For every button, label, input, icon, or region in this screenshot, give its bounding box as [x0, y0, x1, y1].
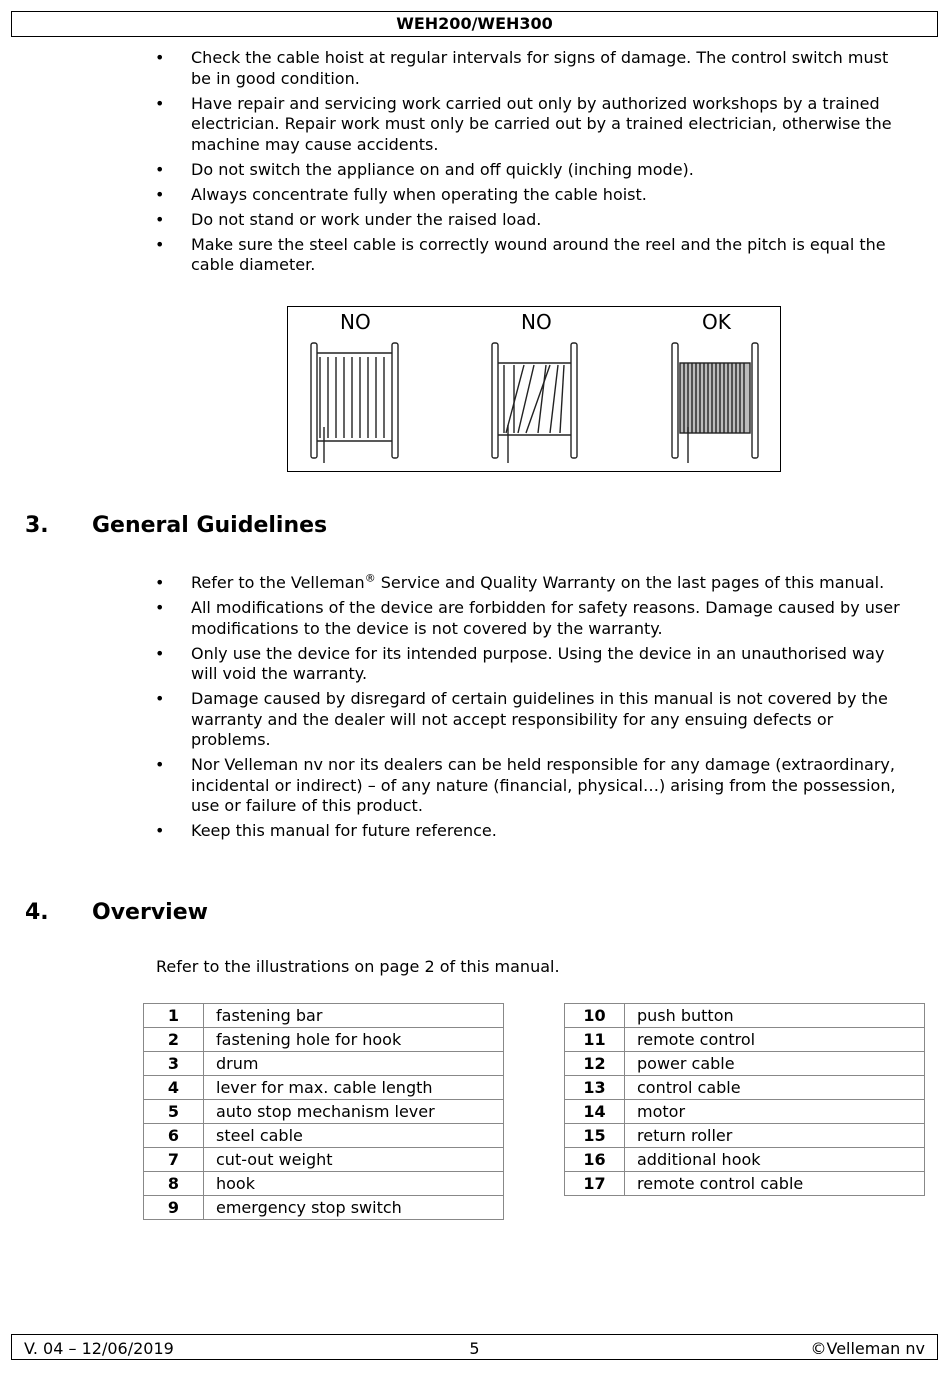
part-number: 17	[565, 1172, 625, 1196]
cable-winding-figure	[287, 306, 781, 472]
reel-spaced-icon	[311, 343, 398, 463]
part-description: lever for max. cable length	[204, 1076, 504, 1100]
bullet-icon: •	[155, 48, 165, 67]
part-description: steel cable	[204, 1124, 504, 1148]
bullet-icon: •	[155, 821, 165, 840]
part-number: 5	[144, 1100, 204, 1124]
part-description: push button	[625, 1004, 925, 1028]
part-number: 13	[565, 1076, 625, 1100]
list-item: • Damage caused by disregard of certain guidelines in this manual is not covered by the warranty and the dealer will not accept responsibility for any ensuing defects or problems.	[155, 689, 888, 749]
bullet-icon: •	[155, 755, 165, 774]
table-row	[144, 1100, 504, 1124]
list-item: • Do not stand or work under the raised load.	[155, 209, 542, 229]
list-item: • Refer to the Velleman® Service and Quality Warranty on the last pages of this manual.	[155, 571, 885, 592]
part-description: cut-out weight	[204, 1148, 504, 1172]
part-description: fastening bar	[204, 1004, 504, 1028]
table-row	[144, 1028, 504, 1052]
part-number: 10	[565, 1004, 625, 1028]
safety-bullet-list	[0, 48, 950, 280]
part-number: 8	[144, 1172, 204, 1196]
table-row	[144, 1172, 504, 1196]
part-number: 11	[565, 1028, 625, 1052]
part-description: drum	[204, 1052, 504, 1076]
list-item: • Have repair and servicing work carried out only by authorized workshops by a trained electrician. Repair work must only be carried out by a trained electrician, otherwise the machine may cause accidents.	[155, 93, 892, 154]
part-number: 12	[565, 1052, 625, 1076]
list-item: • Nor Velleman nv nor its dealers can be held responsible for any damage (extraordinary, incidental or indirect) – of any nature (financial, physical…) arising from the possession, use or failure of this product.	[155, 755, 896, 815]
part-description: control cable	[625, 1076, 925, 1100]
part-description: emergency stop switch	[204, 1196, 504, 1220]
table-row	[144, 1004, 504, 1028]
list-item: • All modifications of the device are forbidden for safety reasons. Damage caused by user modifications to the device is not covered by the warranty.	[155, 598, 900, 638]
part-description: remote control	[625, 1028, 925, 1052]
list-item: • Keep this manual for future reference.	[155, 821, 497, 840]
bullet-icon: •	[155, 234, 165, 254]
parts-table-right	[564, 1003, 925, 1196]
bullet-icon: •	[155, 689, 165, 708]
section-title: General Guidelines	[92, 513, 328, 538]
table-row	[565, 1172, 925, 1196]
section-title: Overview	[92, 900, 208, 925]
bullet-icon: •	[155, 184, 165, 204]
table-row	[144, 1148, 504, 1172]
part-number: 4	[144, 1076, 204, 1100]
part-number: 3	[144, 1052, 204, 1076]
bullet-icon: •	[155, 573, 165, 592]
part-description: remote control cable	[625, 1172, 925, 1196]
part-number: 6	[144, 1124, 204, 1148]
figure-label-ok: OK	[702, 310, 731, 334]
bullet-icon: •	[155, 93, 165, 113]
bullet-icon: •	[155, 598, 165, 617]
part-description: power cable	[625, 1052, 925, 1076]
header-title: WEH200/WEH300	[396, 14, 553, 33]
page-header	[11, 11, 938, 37]
list-item: • Only use the device for its intended purpose. Using the device in an unauthorised way will void the warranty.	[155, 643, 885, 683]
table-row	[565, 1076, 925, 1100]
registered-mark: ®	[364, 571, 376, 585]
section-number: 3.	[25, 513, 49, 538]
part-number: 9	[144, 1196, 204, 1220]
figure-label-no-2: NO	[521, 310, 552, 334]
table-row	[144, 1196, 504, 1220]
table-row	[565, 1124, 925, 1148]
reel-drawings	[288, 307, 782, 473]
footer-copyright: ©Velleman nv	[810, 1339, 925, 1358]
part-description: fastening hole for hook	[204, 1028, 504, 1052]
bullet-icon: •	[155, 209, 165, 229]
part-number: 1	[144, 1004, 204, 1028]
table-row	[144, 1052, 504, 1076]
guidelines-bullet-list	[0, 573, 950, 846]
part-description: return roller	[625, 1124, 925, 1148]
part-description: additional hook	[625, 1148, 925, 1172]
part-description: auto stop mechanism lever	[204, 1100, 504, 1124]
footer-version: V. 04 – 12/06/2019	[24, 1339, 174, 1358]
list-item: • Check the cable hoist at regular intervals for signs of damage. The control switch must be in good condition.	[155, 48, 889, 88]
part-number: 14	[565, 1100, 625, 1124]
part-number: 16	[565, 1148, 625, 1172]
footer-page-number: 5	[469, 1339, 480, 1358]
part-number: 2	[144, 1028, 204, 1052]
table-row	[565, 1148, 925, 1172]
table-row	[565, 1052, 925, 1076]
parts-table-left	[143, 1003, 504, 1220]
table-row	[565, 1004, 925, 1028]
table-row	[565, 1100, 925, 1124]
part-description: hook	[204, 1172, 504, 1196]
list-item: • Do not switch the appliance on and off quickly (inching mode).	[155, 159, 694, 179]
list-item: • Always concentrate fully when operating the cable hoist.	[155, 184, 647, 204]
table-row	[144, 1124, 504, 1148]
section-number: 4.	[25, 900, 49, 925]
part-description: motor	[625, 1100, 925, 1124]
reel-crossed-icon	[492, 343, 577, 463]
figure-label-no-1: NO	[340, 310, 371, 334]
page-footer	[11, 1334, 938, 1360]
table-row	[144, 1076, 504, 1100]
reel-ok-icon	[672, 343, 758, 463]
list-item: • Make sure the steel cable is correctly wound around the reel and the pitch is equal the cable diameter.	[155, 234, 886, 274]
table-row	[565, 1028, 925, 1052]
overview-intro: Refer to the illustrations on page 2 of this manual.	[156, 957, 560, 976]
part-number: 15	[565, 1124, 625, 1148]
part-number: 7	[144, 1148, 204, 1172]
bullet-icon: •	[155, 159, 165, 179]
bullet-icon: •	[155, 643, 165, 663]
